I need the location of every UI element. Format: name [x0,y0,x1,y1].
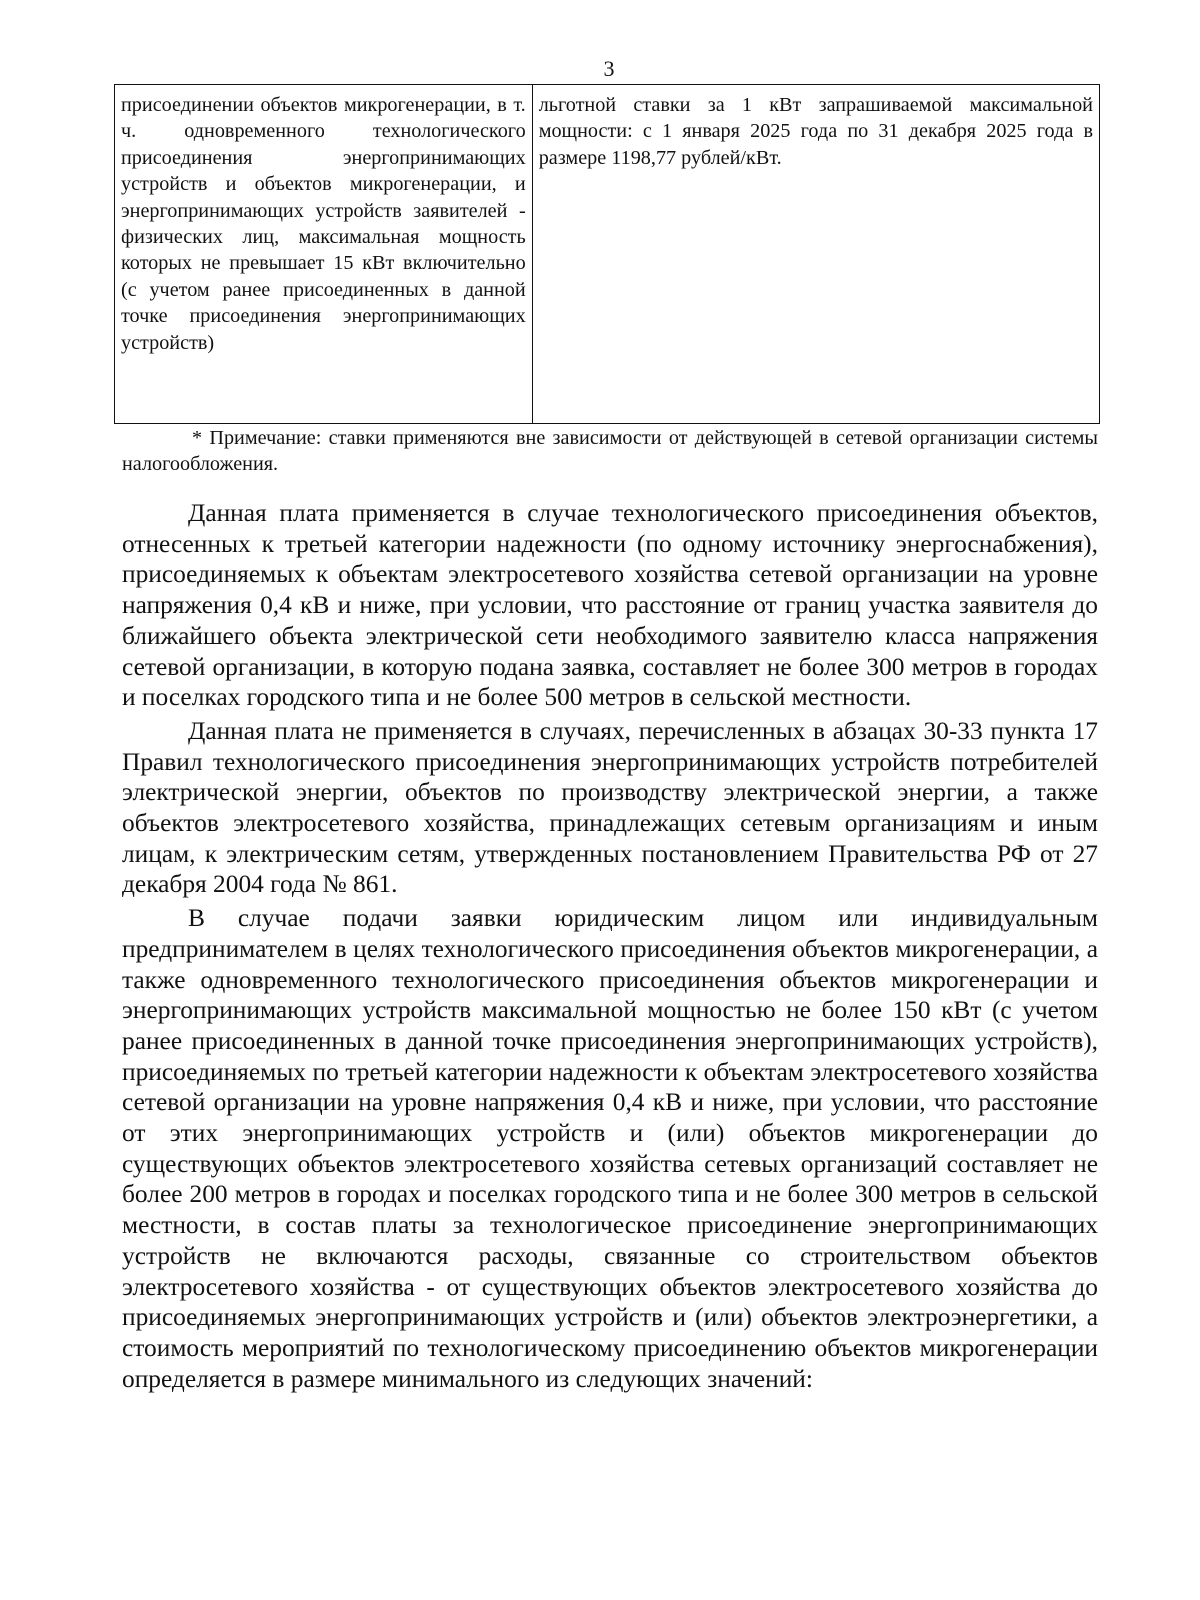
table-footnote: * Примечание: ставки применяются вне зависимости от действующей в сетевой организации системы налогообложения. [122,427,1098,475]
page-number: 3 [603,56,615,81]
table-row [115,85,1100,424]
table-cell-rate: льготной ставки за 1 кВт запрашиваемой максимальной мощности: с 1 января 2025 года по 31 декабря 2025 года в размере 1198,77 рублей/кВт. [532,85,1099,424]
paragraph-applicability: Данная плата применяется в случае технологического присоединения объектов, отнесенных к третьей категории надежности (по одному источнику энергоснабжения), присоединяемых к объектам электросетевого хозяйства сетевой организации на уровне напряжения 0,4 кВ и ниже, при условии, что расстояние от границ участка заявителя до ближайшего объекта электрической сети необходимого заявителю класса напряжения сетевой организации, в которую подана заявка, составляет не более 300 метров в городах и поселках городского типа и не более 500 метров в сельской местности. [122,499,1098,712]
rate-table [114,84,1100,424]
table-cell-conditions: присоединении объектов микрогенерации, в т. ч. одновременного технологического присоединения энергопринимающих устройств и объектов микрогенерации, и энергопринимающих устройств заявителей - физических лиц, максимальная мощность которых не превышает 15 кВт включительно (с учетом ранее присоединенных в данной точке присоединения энергопринимающих устройств) [115,85,533,424]
paragraph-exceptions: Данная плата не применяется в случаях, перечисленных в абзацах 30-33 пункта 17 Правил технологического присоединения энергопринимающих устройств потребителей электрической энергии, объектов по производству электрической энергии, а также объектов электросетевого хозяйства, принадлежащих сетевым организациям и иным лицам, к электрическим сетям, утвержденных постановлением Правительства РФ от 27 декабря 2004 года № 861. [122,716,1098,899]
document-body [122,498,1098,1397]
paragraph-microgeneration: В случае подачи заявки юридическим лицом или индивидуальным предпринимателем в целях технологического присоединения объектов микрогенерации, а также одновременного технологического присоединения объектов микрогенерации и энергопринимающих устройств максимальной мощностью не более 150 кВт (с учетом ранее присоединенных в данной точке присоединения энергопринимающих устройств), присоединяемых по третьей категории надежности к объектам электросетевого хозяйства сетевой организации на уровне напряжения 0,4 кВ и ниже, при условии, что расстояние от этих энергопринимающих устройств и (или) объектов микрогенерации до существующих объектов электросетевого хозяйства сетевых организаций составляет не более 200 метров в городах и поселках городского типа и не более 300 метров в сельской местности, в состав платы за технологическое присоединение энергопринимающих устройств не включаются расходы, связанные со строительством объектов электросетевого хозяйства - от существующих объектов электросетевого хозяйства до присоединяемых энергопринимающих устройств и (или) объектов электроэнергетики, а стоимость мероприятий по технологическому присоединению объектов микрогенерации определяется в размере минимального из следующих значений: [122,904,1098,1393]
